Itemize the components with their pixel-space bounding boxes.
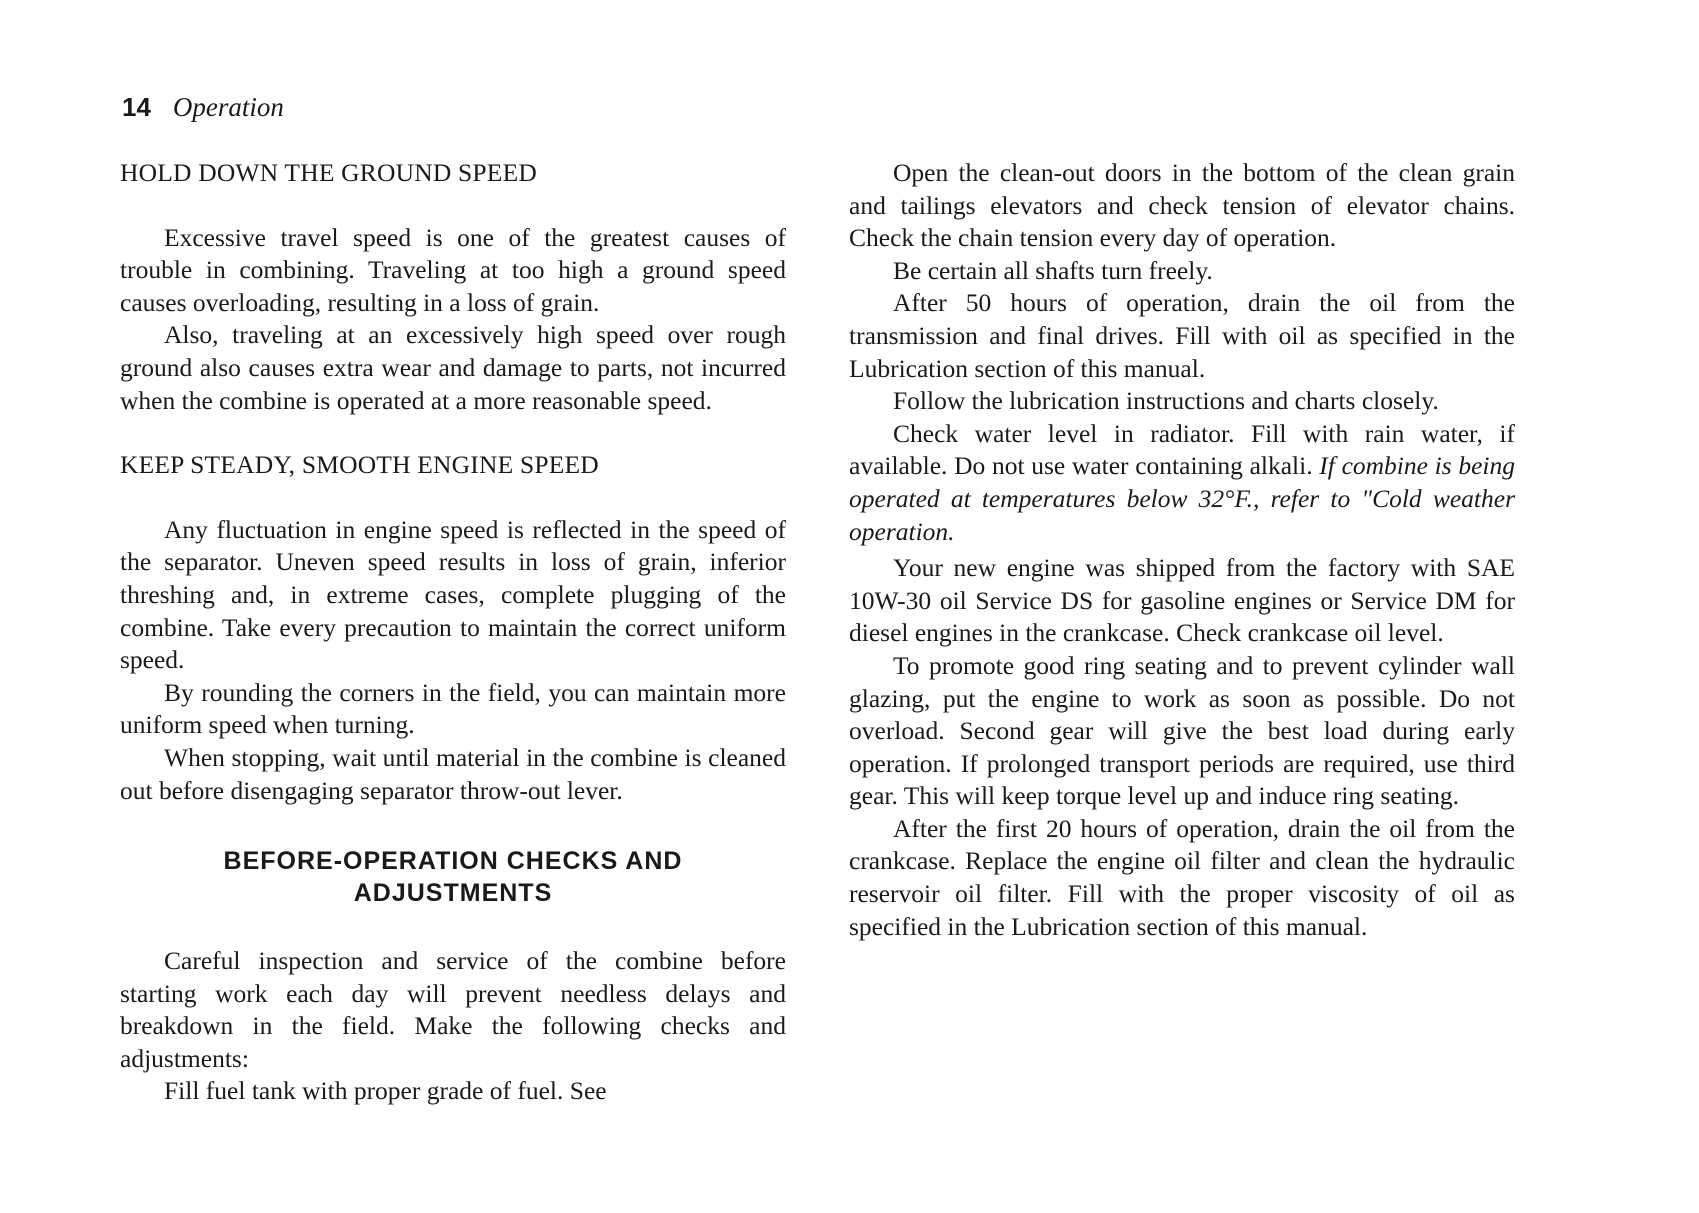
paragraph: Also, traveling at an excessively high speed over rough ground also causes extra wear and damage to parts, not incurred when the combine is operated at a more reasonable speed.	[120, 320, 786, 415]
paragraph: Careful inspection and service of the combine before starting work each day will prevent needless delays and breakdown in the field. Make the following checks and adjustments:	[120, 946, 786, 1073]
paragraph: Follow the lubrication instructions and charts closely.	[893, 386, 1439, 416]
paragraph: When stopping, wait until material in the combine is cleaned out before disengaging separator throw-out lever.	[120, 742, 786, 805]
paragraph: Open the clean-out doors in the bottom of the clean grain and tailings elevators and check tension of elevator chains. Check the chain tension every day of operation.	[849, 158, 1515, 253]
paragraph: Any fluctuation in engine speed is reflected in the speed of the separator. Uneven speed results in loss of grain, inferior threshing and, in extreme cases, complete plugging of the combine. Take every precaution to maintain the correct uniform speed.	[120, 514, 786, 675]
heading-line: ADJUSTMENTS	[353, 879, 553, 908]
paragraph: To promote good ring seating and to prevent cylinder wall glazing, put the engine to work as soon as possible. Do not overload. Second gear will give the best load during early operation. If prolonged transport periods are required, use third gear. This will keep torque level up and induce ring seating.	[849, 650, 1515, 811]
heading-before-operation	[120, 845, 786, 909]
page-number: 14	[122, 92, 151, 122]
paragraph: After 50 hours of operation, drain the oil from the transmission and final drives. Fill with oil as specified in the Lubrication section of this manual.	[849, 288, 1515, 383]
section-label: Operation	[172, 92, 284, 122]
left-column	[120, 157, 786, 1108]
paragraph-text: Check water level in radiator. Fill with rain water, if available. Do not use water containing alkali.	[849, 418, 1515, 481]
heading-engine-speed: KEEP STEADY, SMOOTH ENGINE SPEED	[120, 450, 599, 480]
paragraph: After the first 20 hours of operation, drain the oil from the crankcase. Replace the engine oil filter and clean the hydraulic reservoir oil filter. Fill with the proper viscosity of oil as specified in the Lubrication section of this manual.	[849, 813, 1515, 941]
right-column	[849, 157, 1515, 943]
paragraph-italic-note: If combine is being operated at temperatures below 32°F., refer to "Cold weather operation.	[849, 451, 1516, 546]
paragraph: Be certain all shafts turn freely.	[893, 255, 1213, 285]
paragraph: Fill fuel tank with proper grade of fuel. See	[164, 1076, 607, 1106]
paragraph: Your new engine was shipped from the factory with SAE 10W-30 oil Service DS for gasoline engines or Service DM for diesel engines in the crankcase. Check crankcase oil level.	[849, 553, 1515, 648]
paragraph: By rounding the corners in the field, you can maintain more uniform speed when turning.	[120, 677, 786, 740]
paragraph: Excessive travel speed is one of the greatest causes of trouble in combining. Traveling at too high a ground speed causes overloading, resulting in a loss of grain.	[120, 222, 786, 317]
heading-line: BEFORE-OPERATION CHECKS AND	[223, 847, 683, 876]
heading-ground-speed: HOLD DOWN THE GROUND SPEED	[120, 158, 537, 187]
paragraph-radiator	[849, 418, 1515, 548]
page-header	[122, 92, 284, 123]
